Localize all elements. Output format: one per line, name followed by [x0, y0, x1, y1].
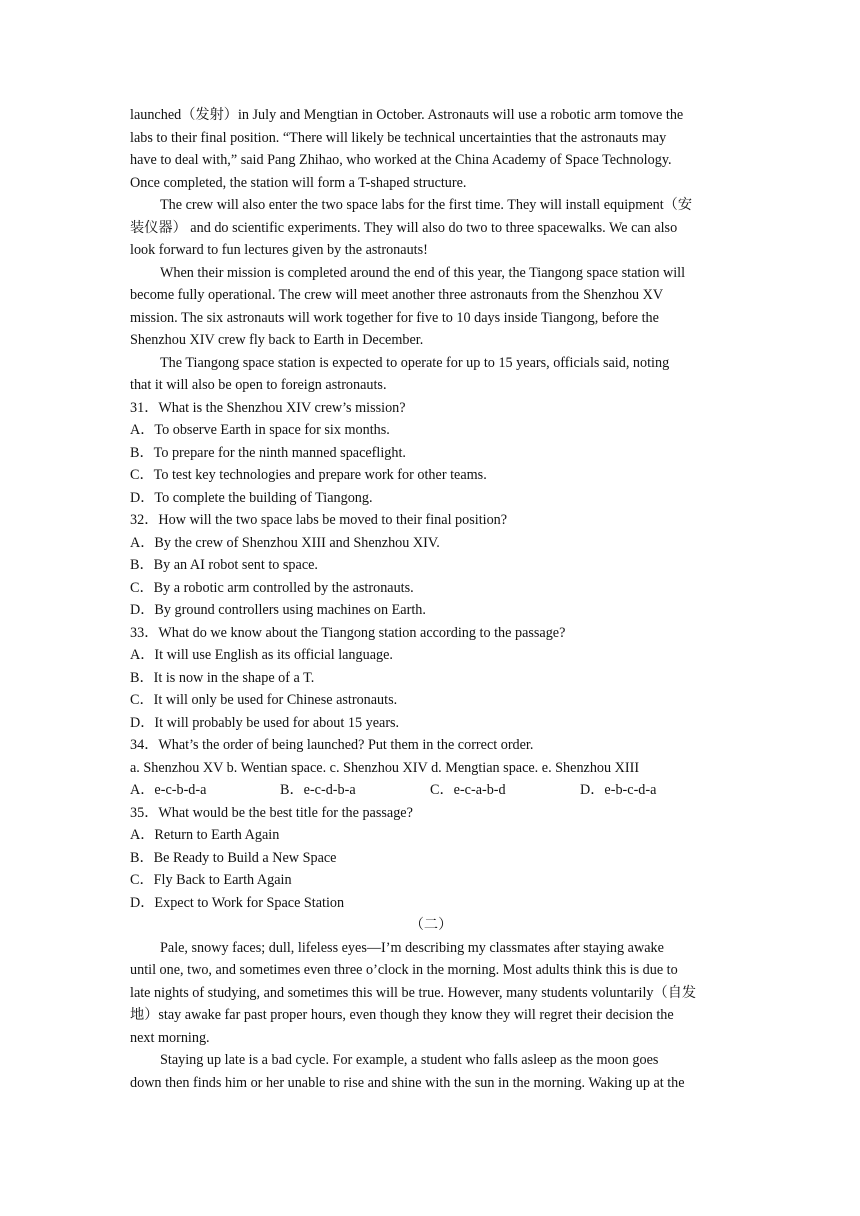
passage-paragraph — [130, 104, 732, 194]
text-line: The Tiangong space station is expected to operate for up to 15 years, officials said, noting — [160, 354, 670, 371]
question-33 — [130, 622, 732, 735]
answer-option: D．It will probably be used for about 15 years. — [130, 714, 400, 731]
answer-option: C．Fly Back to Earth Again — [130, 872, 292, 888]
text-line: look forward to fun lectures given by the astronauts! — [130, 242, 428, 258]
text-line: launched（发射）in July and Mengtian in October. Astronauts will use a robotic arm tomove the — [130, 107, 684, 123]
question-items: a. Shenzhou XV b. Wentian space. c. Shenzhou XIV d. Mengtian space. e. Shenzhou XIII — [130, 759, 640, 776]
text-line: Once completed, the station will form a T-shaped structure. — [130, 174, 467, 191]
answer-option: B．Be Ready to Build a New Space — [130, 849, 337, 866]
question-stem: 32．How will the two space labs be moved to their final position? — [130, 512, 508, 528]
answer-options-row — [130, 779, 732, 802]
answer-option: B．By an AI robot sent to space. — [130, 557, 318, 573]
answer-option: A．e-c-b-d-a — [130, 782, 207, 798]
text-line: Pale, snowy faces; dull, lifeless eyes—I’m describing my classmates after staying awake — [160, 939, 664, 956]
passage-two — [130, 937, 732, 1095]
document-content — [130, 104, 732, 1094]
passage-paragraph — [130, 352, 732, 397]
text-line: Shenzhou XIV crew fly back to Earth in December. — [130, 332, 424, 348]
question-32 — [130, 509, 732, 622]
answer-option: A．By the crew of Shenzhou XIII and Shenzhou XIV. — [130, 534, 440, 551]
text-line: that it will also be open to foreign astronauts. — [130, 377, 387, 393]
question-34 — [130, 734, 732, 802]
answer-option: C．e-c-a-b-d — [430, 782, 506, 798]
text-line: next morning. — [130, 1029, 210, 1046]
question-35 — [130, 802, 732, 915]
question-31 — [130, 397, 732, 510]
text-line: have to deal with,” said Pang Zhihao, who worked at the China Academy of Space Technology. — [130, 152, 672, 168]
answer-option: C．By a robotic arm controlled by the astronauts. — [130, 579, 414, 596]
text-line: late nights of studying, and sometimes this will be true. However, many students voluntarily（自发 — [130, 984, 697, 1001]
text-line: down then finds him or her unable to rise and shine with the sun in the morning. Waking up at the — [130, 1074, 685, 1091]
answer-option: C．It will only be used for Chinese astronauts. — [130, 692, 398, 708]
question-stem: 34．What’s the order of being launched? Put them in the correct order. — [130, 737, 534, 753]
answer-option: C．To test key technologies and prepare work for other teams. — [130, 467, 487, 483]
text-line: labs to their final position. “There will likely be technical uncertainties that the astronauts may — [130, 129, 667, 146]
text-line: The crew will also enter the two space labs for the first time. They will install equipment（安 — [160, 197, 693, 213]
passage-paragraph — [130, 262, 732, 352]
text-line: When their mission is completed around the end of this year, the Tiangong space station will — [160, 264, 686, 281]
passage-one — [130, 104, 732, 397]
passage-paragraph — [130, 1049, 732, 1094]
answer-option: D．Expect to Work for Space Station — [130, 894, 345, 911]
question-stem: 33．What do we know about the Tiangong station according to the passage? — [130, 624, 566, 641]
answer-option: A．It will use English as its official language. — [130, 647, 393, 663]
answer-option: A．Return to Earth Again — [130, 827, 280, 843]
question-stem: 35．What would be the best title for the passage? — [130, 804, 413, 821]
answer-option: B．e-c-d-b-a — [280, 782, 356, 798]
text-line: mission. The six astronauts will work together for five to 10 days inside Tiangong, before the — [130, 309, 659, 326]
passage-paragraph — [130, 194, 732, 262]
answer-option: D．e-b-c-d-a — [580, 782, 657, 798]
text-line: until one, two, and sometimes even three o’clock in the morning. Most adults think this is due to — [130, 962, 678, 978]
question-stem: 31．What is the Shenzhou XIV crew’s mission? — [130, 399, 406, 416]
answer-option: D．By ground controllers using machines on Earth. — [130, 602, 426, 618]
passage-paragraph — [130, 937, 732, 1050]
text-line: 装仪器） and do scientific experiments. They will also do two to three spacewalks. We can also — [130, 219, 678, 236]
text-line: become fully operational. The crew will meet another three astronauts from the Shenzhou XV — [130, 287, 664, 303]
answer-option: B．It is now in the shape of a T. — [130, 669, 315, 686]
answer-option: A．To observe Earth in space for six months. — [130, 422, 390, 438]
answer-option: D．To complete the building of Tiangong. — [130, 489, 373, 506]
text-line: 地）stay awake far past proper hours, even though they know they will regret their decision the — [130, 1007, 674, 1023]
section-heading: （二） — [409, 917, 453, 933]
text-line: Staying up late is a bad cycle. For example, a student who falls asleep as the moon goes — [160, 1052, 659, 1068]
answer-option: B．To prepare for the ninth manned spaceflight. — [130, 444, 406, 461]
